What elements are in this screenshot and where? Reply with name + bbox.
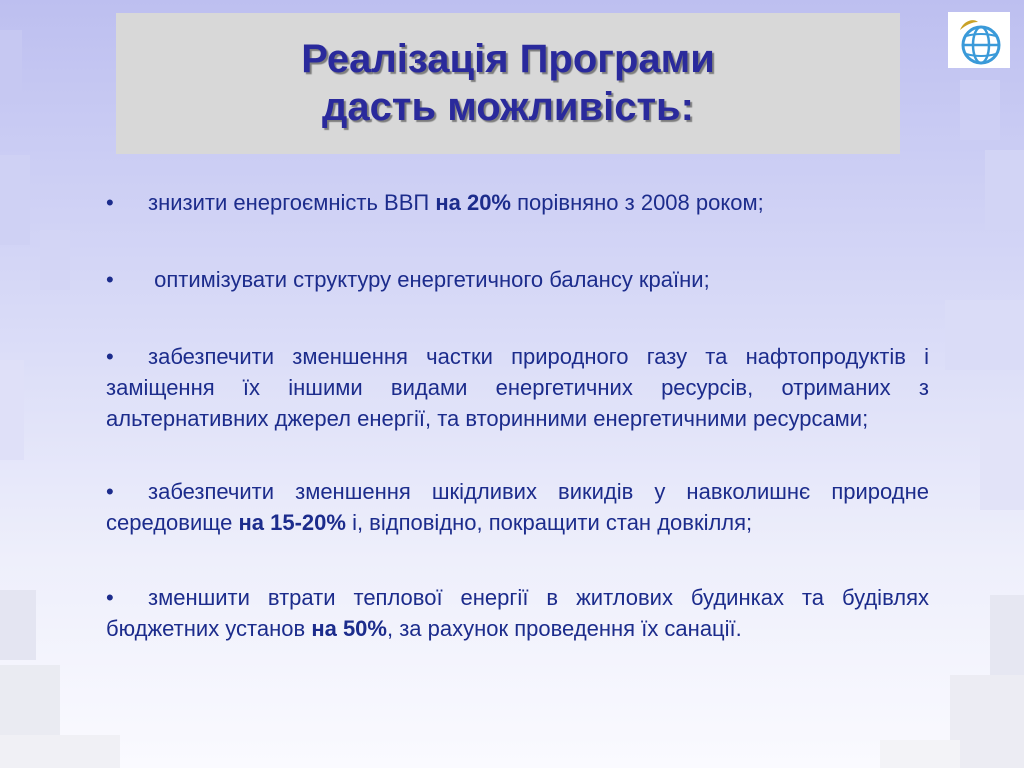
globe-with-leaf-icon — [948, 12, 1010, 68]
globe-logo-graphic — [948, 12, 1010, 68]
list-item-text: оптимізувати структуру енергетичного балансу країни; — [148, 267, 710, 292]
list-item-text: знизити енергоємність ВВП — [148, 190, 436, 215]
list-item — [106, 264, 929, 295]
bullet-list — [106, 187, 929, 644]
list-item-emphasis: на 50% — [311, 616, 387, 641]
bullet-marker: • — [106, 479, 114, 504]
list-item-text-end: порівняно з 2008 роком; — [511, 190, 764, 215]
list-item — [106, 476, 929, 538]
bullet-marker: • — [106, 344, 114, 369]
list-item-emphasis: на 20% — [435, 190, 511, 215]
list-item-text-end: і, відповідно, покращити стан довкілля; — [345, 510, 753, 535]
bullet-marker: • — [106, 585, 114, 610]
page-title-line-1: Реалізація Програми — [301, 37, 715, 81]
list-item-text: зменшити втрати теплової енергії в житлових будинках та будівлях бюджетних установ — [106, 585, 929, 641]
title-box — [116, 13, 900, 154]
bullet-marker: • — [106, 190, 114, 215]
list-item-text: забезпечити зменшення частки природного газу та нафтопродуктів і заміщення їх іншими видами енергетичних ресурсів, отриманих з альтернативних джерел енергії, та вторинними енергетичними ресурсами; — [106, 344, 929, 431]
list-item-emphasis: на 15-20% — [238, 510, 346, 535]
list-item — [106, 582, 929, 644]
list-item — [106, 341, 929, 434]
page-title-line-2: дасть можливість: — [322, 85, 694, 129]
bullet-marker: • — [106, 267, 114, 292]
list-item — [106, 187, 929, 218]
list-item-text-end: , за рахунок проведення їх санації. — [386, 616, 742, 641]
list-item-text: забезпечити зменшення шкідливих викидів у навколишнє природне середовище — [106, 479, 929, 535]
